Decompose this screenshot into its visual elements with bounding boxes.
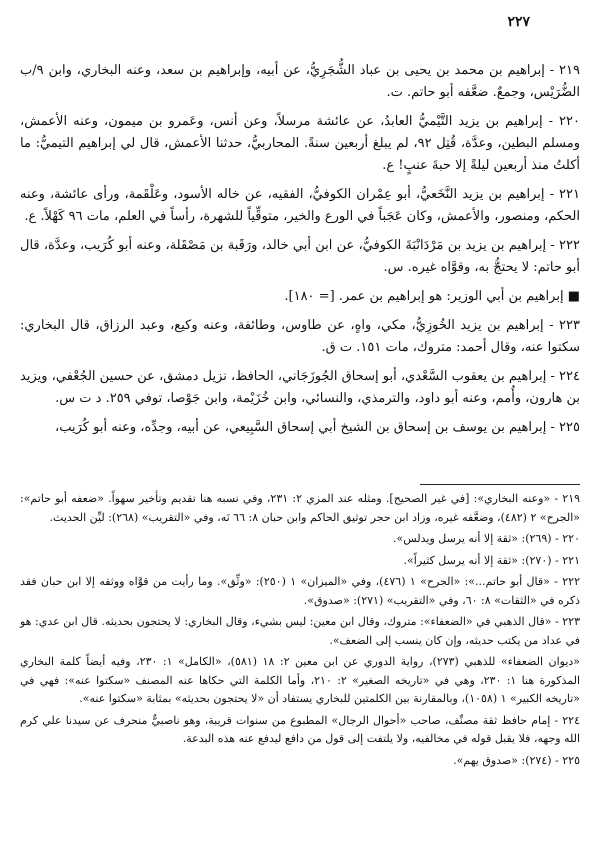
entry-text: ٢٢٤ - إبراهيم بن يعقوب السَّعْدي، أبو إسحاق الجُوزَجَاني، الحافظ، نزيل دمشق، عن حسين الجُعْفي، ويزيد بن هارون، وأُمم، وعنه أبو داود، والترمذي، والنسائي، وابن خُزَيْمة، وابن جَوْصا، توفي ٢٥٩. د ت س. xyxy=(20,369,580,406)
entry-222 xyxy=(20,235,580,279)
page-number: ٢٢٧ xyxy=(507,14,530,30)
entry-text: ٢٢٠ - إبراهيم بن يزيد التَّيْميُّ العابدُ، عن عائشة مرسلاً، وعن أنس، وعَمرو بن ميمون، وعنه الأعمش، ومسلم البطين، وعدَّة، قُتِل ٩٢، لم يبلغ أربعين سنةً. المحاربيُّ، حدثنا الأعمش، قال لي إبراهيم التيميُّ: ما أكلتُ منذ أربعين ليلةً إلا حبةَ عنبٍ! ع. xyxy=(20,114,580,173)
entry-text: ٢٢٥ - إبراهيم بن يوسف بن إسحاق بن الشيخ أبي إسحاق السَّبِيعي، عن أبيه، وجدِّه، وعنه أبو كُرَيب، xyxy=(55,420,580,435)
main-text xyxy=(20,60,580,446)
entry-225 xyxy=(20,417,580,439)
entry-221 xyxy=(20,184,580,228)
footnote: ٢١٩ - «وعنه البخاري»: [في غير الصحيح]. ومثله عند المزي ٢: ٢٣١، وفي نسبه هنا تقديم وتأخير سهواً. «ضعفه أبو حاتم»: «الجرح» ٢ (٤٨٢)، وضعَّفه غيره، وزاد ابن حجر توثيق الحاكم وابن حبان ٨: ٦٦ نَه، وفي «التقريب» (٢٦٨): ليِّن الحديث. xyxy=(20,492,581,524)
entry-text: ٢٢٢ - إبراهيم بن يزيد بن مَرْدَانْبَةَ الكوفيُّ، عن ابن أبي خالد، ورَقَبة بن مَصْقَلة، وعنه أبو كُرَيب، وعدَّة، قال أبو حاتم: لا يحتجُّ به، وقوَّاه غيره. س. xyxy=(20,238,580,275)
footnote: ٢٢٢ - «قال أبو حاتم...»: «الجرح» ١ (٤٧٦)، وفي «الميزان» ١ (٢٥٠): «وثِّق». وما رأيت من قوَّاه ووثقه إلا ابن حبان فقد ذكره في «الثقات» ٨: ٦٠، وفي «التقريب» (٢٧١): «صدوق». xyxy=(20,575,580,607)
footnote: ٢٢١ - (٢٧٠): «ثقة إلا أنه يرسل كثيراً». xyxy=(403,553,580,567)
footnote: ٢٢٤ - إمام حافظ ثقة مصنِّف، صاحب «أحوال الرجال» المطبوع من سنوات قريبة، وهو ناصبيٌّ منحرف عن سيدنا علي كرم الله وجهه، فلا يقبل قوله في مخالفيه، ولا يلتفت إلى قول من دافع ليدفع عنه هذه البدعة. xyxy=(20,713,580,745)
entry-text: ٢٢٣ - إبراهيم بن يزيد الخُوزِيُّ، مكي، واهٍ، عن طاوس، وطائفة، وعنه وكيع، وعبد الرزاق، قال البخاري: سكتوا عنه، وقال أحمد: متروك، مات ١٥١. ت ق. xyxy=(20,318,580,355)
cross-reference-entry xyxy=(20,286,580,308)
entry-223 xyxy=(20,315,580,359)
entry-224 xyxy=(20,366,580,410)
entry-text: ٢١٩ - إبراهيم بن محمد بن يحيى بن عباد الشُّجَرِيُّ، عن أبيه، وإبراهيم بن سعد، وعنه البخاري، وابن ٩/ب الضُّرَيْس، وجمعٌ. ضعَّفه أبو حاتم. ت. xyxy=(20,63,580,100)
entry-220 xyxy=(20,111,580,177)
entry-219 xyxy=(20,60,580,104)
entry-text: ■ إبراهيم بن أبي الوزير: هو إبراهيم بن عمر. [= ١٨٠]. xyxy=(284,289,580,304)
entry-text: ٢٢١ - إبراهيم بن يزيد النَّخَعيُّ، أبو عِمْران الكوفيُّ، الفقيه، عن خاله الأسود، وعَلْقَمة، ورأى عائشة، وعنه الحكم، ومنصور، والأعمش، وكان عَجَباً في الورع والخير، متوقِّياً للشهرة، رأساً في العلم، مات ٩٦ كَهْلاً. ع. xyxy=(20,187,580,224)
footnote: ٢٢٣ - «قال الذهبي في «الضعفاء»: متروك، وقال ابن معين: ليس بشيء، وقال البخاري: لا يحتجون بحديثه. قال ابن عدي: هو في عداد من يكتب حديثه، وإن كان ينسب إلى الضعف». xyxy=(20,615,580,647)
footnote: ٢٢٠ - (٢٦٩): «ثقة إلا أنه يرسل ويدلس». xyxy=(393,532,580,545)
footnote: ٢٢٥ - (٢٧٤): «صدوق يهم». xyxy=(453,753,580,767)
footnote-separator xyxy=(420,484,580,485)
footnotes xyxy=(20,490,580,773)
footnote: «ديوان الضعفاء» للذهبي (٢٧٣)، رواية الدوري عن ابن معين ٢: ١٨ (٥٨١)، «الكامل» ١: ٢٣٠، وفيه أيضاً كلمة البخاري المذكورة هنا ١: ٢٣٠، وهي في «تاريخه الصغير» ٢: ٢١٠، وأما الكلمة التي حكاها عنه المصنف «سكتوا عنه»: فهي في «تاريخه الكبير» ١ (١٠٥٨)، وبالمقارنة بين الكلمتين للبخاري يستفاد أن «لا يحتجون بحديثه» بمثابة «سكتوا عنه». xyxy=(20,655,581,705)
